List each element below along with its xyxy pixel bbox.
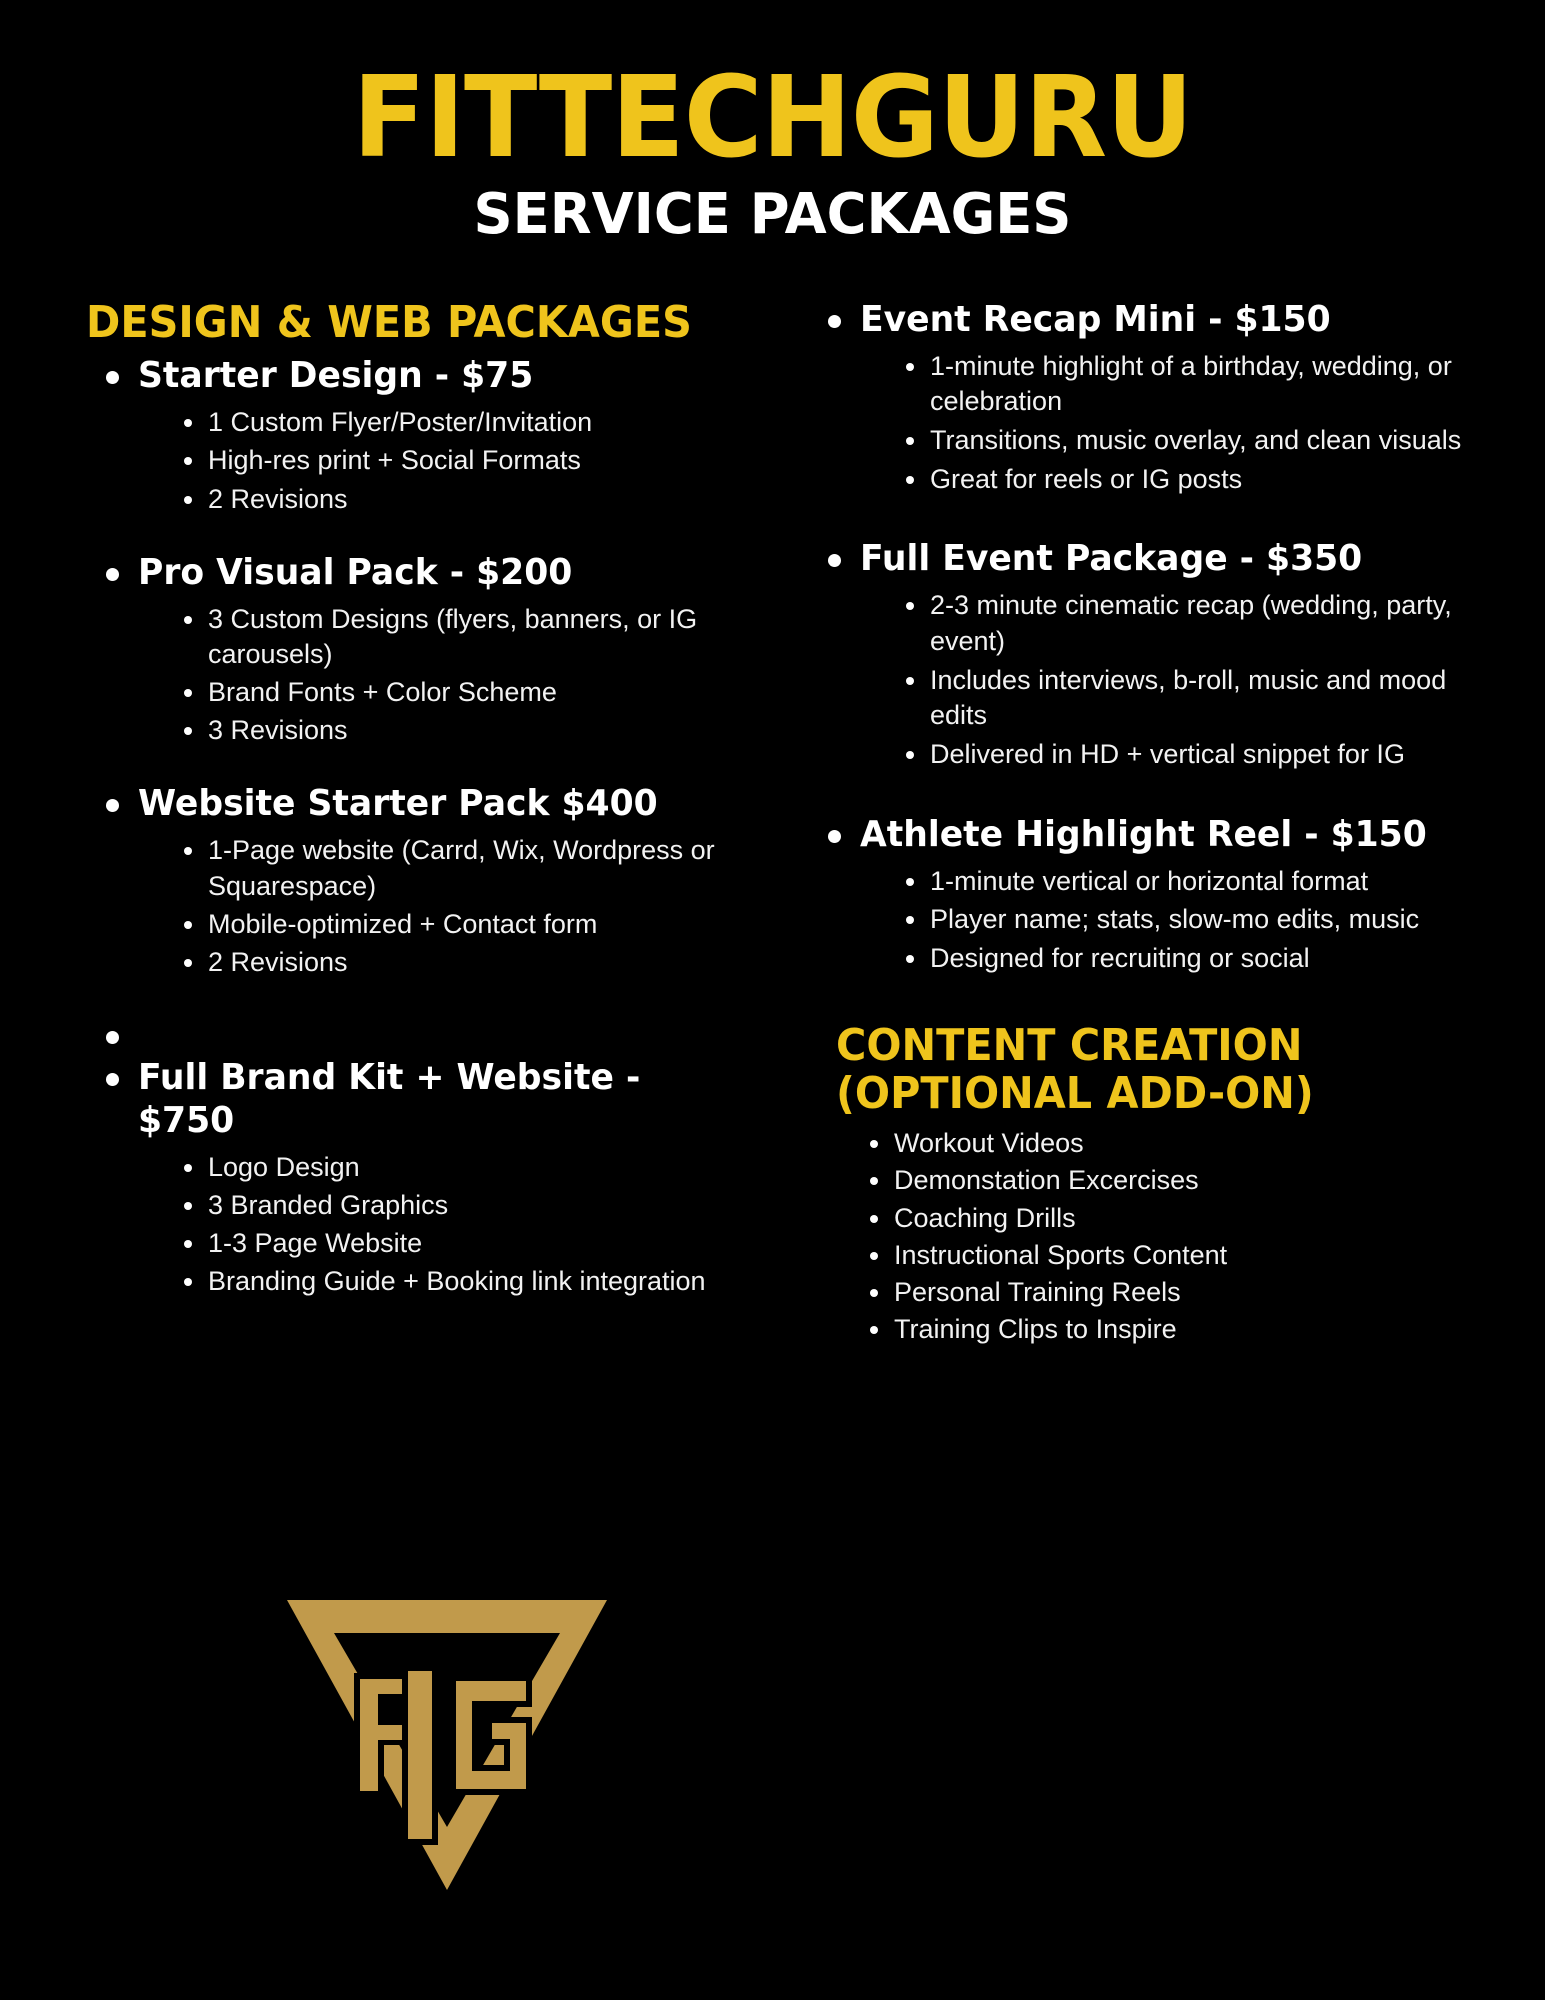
list-item: 1-3 Page Website bbox=[178, 1226, 750, 1261]
package-title: Website Starter Pack $400 bbox=[138, 783, 658, 825]
list-item: Includes interviews, b-roll, music and mood edits bbox=[900, 663, 1505, 734]
list-item: 1-Page website (Carrd, Wix, Wordpress or Squarespace) bbox=[178, 833, 750, 903]
package-title: Athlete Highlight Reel - $150 bbox=[860, 813, 1427, 855]
package-title: Event Recap Mini - $150 bbox=[860, 298, 1331, 340]
package-feature-list bbox=[138, 405, 750, 516]
content-creation-title-line1: CONTENT CREATION bbox=[836, 1019, 1303, 1071]
list-item: 3 Branded Graphics bbox=[178, 1188, 750, 1223]
ftg-logo bbox=[282, 1595, 612, 1895]
package-pro-visual-pack bbox=[60, 551, 750, 749]
list-item: 3 Revisions bbox=[178, 713, 750, 748]
list-item: Personal Training Reels bbox=[864, 1274, 1505, 1311]
list-item: Demonstation Excercises bbox=[864, 1162, 1505, 1199]
list-item: Coaching Drills bbox=[864, 1200, 1505, 1237]
package-title: Pro Visual Pack - $200 bbox=[138, 551, 573, 593]
list-item: Logo Design bbox=[178, 1150, 750, 1185]
design-web-section-title: DESIGN & WEB PACKAGES bbox=[86, 296, 692, 348]
list-item: 1 Custom Flyer/Poster/Invitation bbox=[178, 405, 750, 440]
list-item: 2 Revisions bbox=[178, 482, 750, 517]
list-item: High-res print + Social Formats bbox=[178, 443, 750, 478]
list-item: Delivered in HD + vertical snippet for IG bbox=[900, 737, 1505, 773]
package-event-recap-mini bbox=[786, 298, 1505, 498]
list-item: Player name; stats, slow-mo edits, music bbox=[900, 902, 1505, 938]
list-item: Great for reels or IG posts bbox=[900, 462, 1505, 498]
spacer-item bbox=[60, 1014, 750, 1056]
list-item: 2 Revisions bbox=[178, 945, 750, 980]
list-item: 3 Custom Designs (flyers, banners, or IG carousels) bbox=[178, 602, 750, 672]
package-full-event-package bbox=[786, 537, 1505, 772]
package-feature-list bbox=[138, 833, 750, 979]
package-athlete-highlight-reel bbox=[786, 813, 1505, 977]
list-item: Branding Guide + Booking link integration bbox=[178, 1264, 750, 1299]
left-column bbox=[60, 298, 750, 1349]
video-package-list bbox=[786, 298, 1505, 977]
list-item: 1-minute highlight of a birthday, wedding, or celebration bbox=[900, 349, 1505, 420]
ftg-monogram-icon bbox=[282, 1595, 612, 1895]
list-item: Designed for recruiting or social bbox=[900, 941, 1505, 977]
content-creation-section bbox=[786, 1019, 1505, 1349]
list-item: Training Clips to Inspire bbox=[864, 1311, 1505, 1348]
list-item: Instructional Sports Content bbox=[864, 1237, 1505, 1274]
list-item: 1-minute vertical or horizontal format bbox=[900, 864, 1505, 900]
package-feature-list bbox=[138, 602, 750, 748]
content-creation-list bbox=[826, 1125, 1505, 1349]
package-title: Full Event Package - $350 bbox=[860, 538, 1363, 580]
package-feature-list bbox=[138, 1150, 750, 1299]
package-starter-design bbox=[60, 354, 750, 516]
content-columns bbox=[0, 298, 1545, 1349]
list-item: Transitions, music overlay, and clean visuals bbox=[900, 423, 1505, 459]
list-item: Workout Videos bbox=[864, 1125, 1505, 1162]
right-column bbox=[750, 298, 1505, 1349]
package-feature-list bbox=[860, 864, 1505, 977]
brand-title: FITTECHGURU bbox=[352, 53, 1193, 183]
package-feature-list bbox=[860, 588, 1505, 772]
list-item: 2-3 minute cinematic recap (wedding, party, event) bbox=[900, 588, 1505, 659]
package-title: Full Brand Kit + Website - $750 bbox=[138, 1056, 641, 1141]
list-item: Mobile-optimized + Contact form bbox=[178, 907, 750, 942]
package-title: Starter Design - $75 bbox=[138, 355, 534, 397]
package-website-starter-pack bbox=[60, 782, 750, 980]
flyer-header bbox=[0, 0, 1545, 246]
brand-subtitle: SERVICE PACKAGES bbox=[473, 182, 1072, 247]
content-creation-title-line2: (OPTIONAL ADD-ON) bbox=[836, 1067, 1314, 1119]
package-full-brand-kit-website bbox=[60, 1056, 750, 1300]
package-feature-list bbox=[860, 349, 1505, 498]
list-item: Brand Fonts + Color Scheme bbox=[178, 675, 750, 710]
design-web-package-list bbox=[60, 354, 750, 1299]
